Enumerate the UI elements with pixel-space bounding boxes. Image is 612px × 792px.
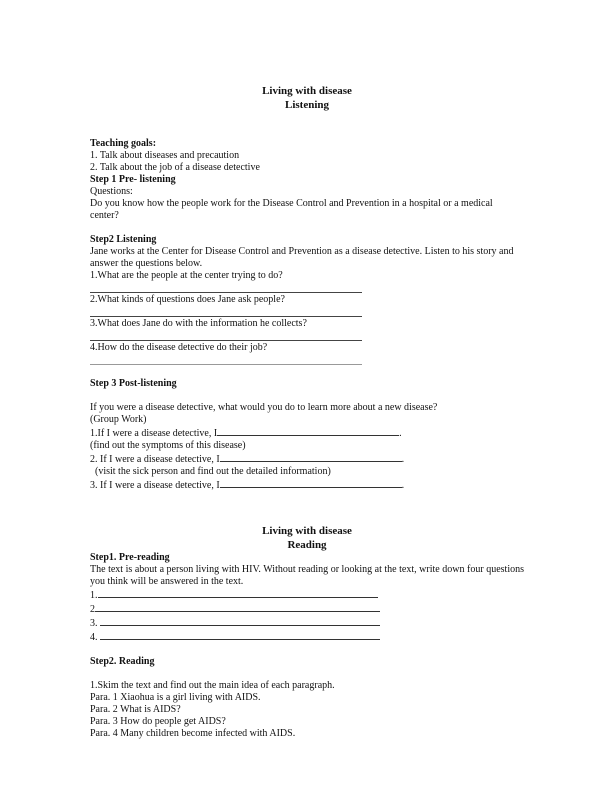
group-work-label: (Group Work): [90, 414, 147, 425]
fill-in-blank[interactable]: [220, 478, 402, 488]
item-period: .: [401, 480, 405, 491]
listening-question-4: 4.How do the disease detective do their job?: [90, 342, 268, 353]
para-item: Para. 3 How do people get AIDS?: [90, 716, 226, 727]
post-listening-item-1: [90, 426, 524, 440]
answer-line[interactable]: [90, 306, 524, 318]
answer-number: 2: [90, 604, 95, 615]
fill-in-blank[interactable]: [217, 426, 399, 436]
answer-number: 3.: [90, 618, 98, 629]
step1-question: Do you know how the people work for the Disease Control and Prevention in a hospital or a medical center?: [90, 198, 493, 221]
step2-heading: Step2 Listening: [90, 234, 157, 245]
para-item: Para. 2 What is AIDS?: [90, 704, 181, 715]
teaching-goals-heading: Teaching goals:: [90, 138, 157, 149]
item-period: .: [401, 454, 405, 465]
post-listening-item-2: [90, 452, 524, 466]
goal-item: 2. Talk about the job of a disease detective: [90, 162, 260, 173]
answer-line[interactable]: [90, 330, 524, 342]
item-prefix: 3. If I were a disease detective, I: [90, 480, 220, 491]
item-period: .: [399, 428, 402, 439]
answer-line[interactable]: [90, 354, 524, 366]
worksheet-content: [90, 84, 524, 740]
step2-intro: Jane works at the Center for Disease Control and Prevention as a disease detective. Listen to his story and answer the questions below.: [90, 246, 514, 269]
listening-title-line1: Living with disease: [262, 85, 352, 97]
step3-intro: If you were a disease detective, what would you do to learn more about a new disease?: [90, 402, 438, 413]
listening-question-1: 1.What are the people at the center trying to do?: [90, 270, 283, 281]
step3-heading: Step 3 Post-listening: [90, 378, 177, 389]
answer-row-1: [90, 588, 524, 602]
item-prefix: 2. If I were a disease detective, I: [90, 454, 220, 465]
reading-title-line2: Reading: [287, 539, 327, 551]
listening-title-line2: Listening: [284, 99, 329, 111]
listening-question-3: 3.What does Jane do with the information he collects?: [90, 318, 307, 329]
answer-line[interactable]: [95, 602, 380, 612]
answer-row-2: [90, 602, 524, 616]
step1-reading-text: The text is about a person living with HIV. Without reading or looking at the text, write down four questions you think will be answered in the text.: [90, 564, 524, 587]
answer-line[interactable]: [100, 630, 380, 640]
listening-question-2: 2.What kinds of questions does Jane ask people?: [90, 294, 285, 305]
listening-title: [90, 84, 524, 112]
para-item: Para. 4 Many children become infected with AIDS.: [90, 728, 296, 739]
reading-title-line1: Living with disease: [262, 525, 352, 537]
item-prefix: 1.If I were a disease detective, I: [90, 428, 218, 439]
answer-line[interactable]: [98, 588, 378, 598]
answer-line[interactable]: [90, 282, 524, 294]
post-listening-item-3: [90, 478, 524, 492]
answer-row-4: [90, 630, 524, 644]
step1-heading: Step 1 Pre- listening: [90, 174, 176, 185]
goal-item: 1. Talk about diseases and precaution: [90, 150, 240, 161]
step1-reading-heading: Step1. Pre-reading: [90, 552, 170, 563]
questions-label: Questions:: [90, 186, 133, 197]
para-item: Para. 1 Xiaohua is a girl living with AIDS.: [90, 692, 261, 703]
answer-row-3: [90, 616, 524, 630]
answer-number: 4.: [90, 632, 98, 643]
item-note: (find out the symptoms of this disease): [90, 440, 246, 451]
item-note: (visit the sick person and find out the detailed information): [90, 466, 331, 477]
fill-in-blank[interactable]: [220, 452, 402, 462]
step2-reading-heading: Step2. Reading: [90, 656, 155, 667]
answer-number: 1.: [90, 590, 98, 601]
reading-title: [90, 524, 524, 552]
skim-instruction: 1.Skim the text and find out the main idea of each paragraph.: [90, 680, 335, 691]
answer-line[interactable]: [100, 616, 380, 626]
